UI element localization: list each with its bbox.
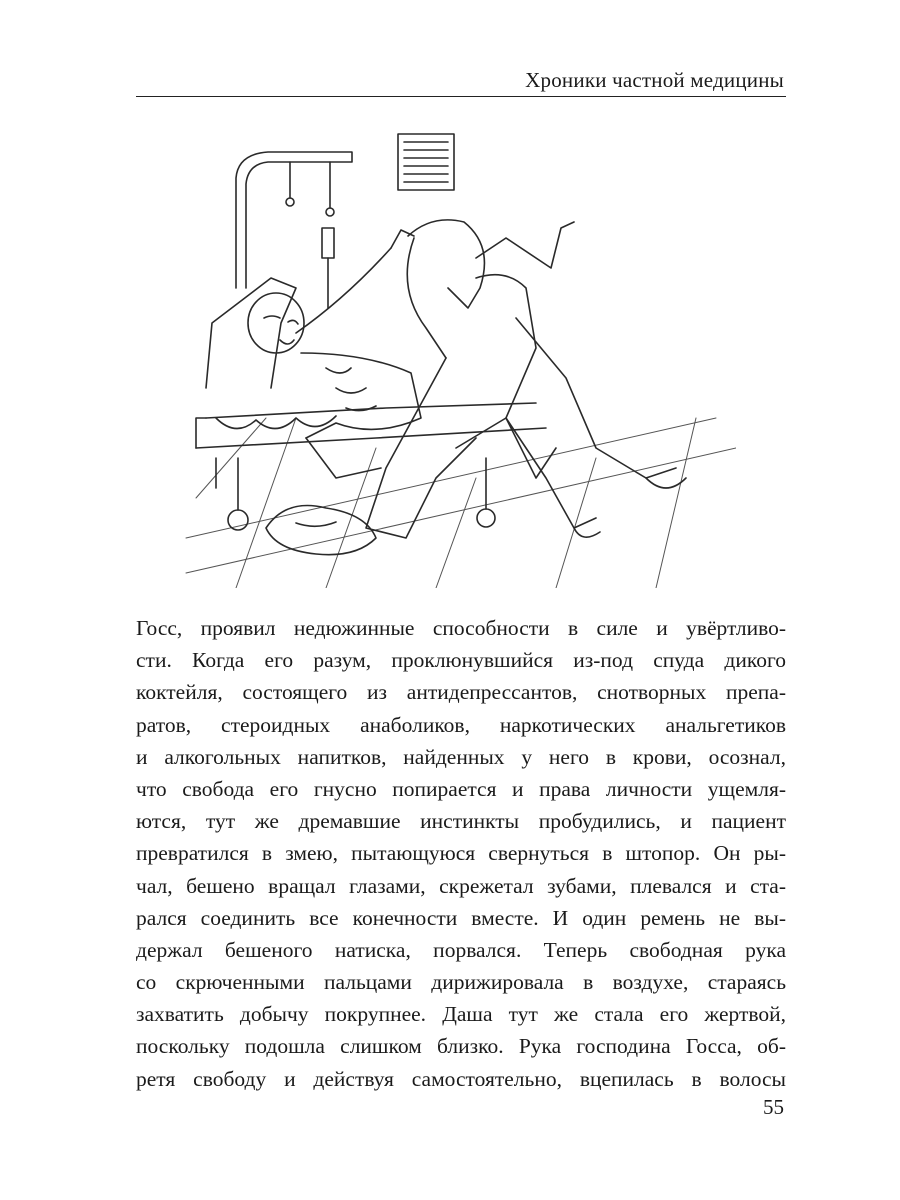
text-line: чал, бешено вращал глазами, скрежетал зубами, плевался и ста- [136,873,786,898]
text-line: сти. Когда его разум, проклюнувшийся из-под спуда дикого [136,648,786,673]
text-line: коктейля, состоящего из антидепрессантов, снотворных препа- [136,680,786,705]
pillow-icon [266,506,376,555]
running-title: Хроники частной медицины [525,68,784,92]
text-line: ратов, стероидных анаболиков, наркотических анальгетиков [136,712,786,737]
nurse-figure-icon [366,220,686,538]
page-number: 55 [763,1095,784,1119]
text-line: ются, тут же дремавшие инстинкты пробудились, и пациент [136,809,786,834]
text-line: и алкогольных напитков, найденных у него в крови, осознал, [136,744,786,769]
text-line: со скрюченными пальцами дирижировала в воздухе, стараясь [136,970,786,995]
iv-stand-icon [236,152,352,308]
text-line: превратился в змею, пытающуюся свернуться в штопор. Он ры- [136,841,786,866]
text-line: захватить добычу покрупнее. Даша тут же стала его жертвой, [136,1002,786,1027]
text-line: что свобода его гнусно попирается и права личности ущемля- [136,776,786,801]
text-line: Госс, проявил недюжинные способности в силе и увёртливо- [136,616,786,640]
body-paragraph [136,612,786,1095]
text-line: поскольку подошла слишком близко. Рука господина Госса, об- [136,1034,786,1059]
header-rule [136,96,786,97]
text-line: держал бешеного натиска, порвался. Теперь свободная рука [136,937,786,962]
text-line: рался соединить все конечности вместе. И один ремень не вы- [136,905,786,930]
text-line: ретя свободу и действуя самостоятельно, вцепилась в волосы [136,1066,786,1091]
wall-vent-icon [398,134,454,190]
hospital-scene-sketch-icon [176,118,736,588]
